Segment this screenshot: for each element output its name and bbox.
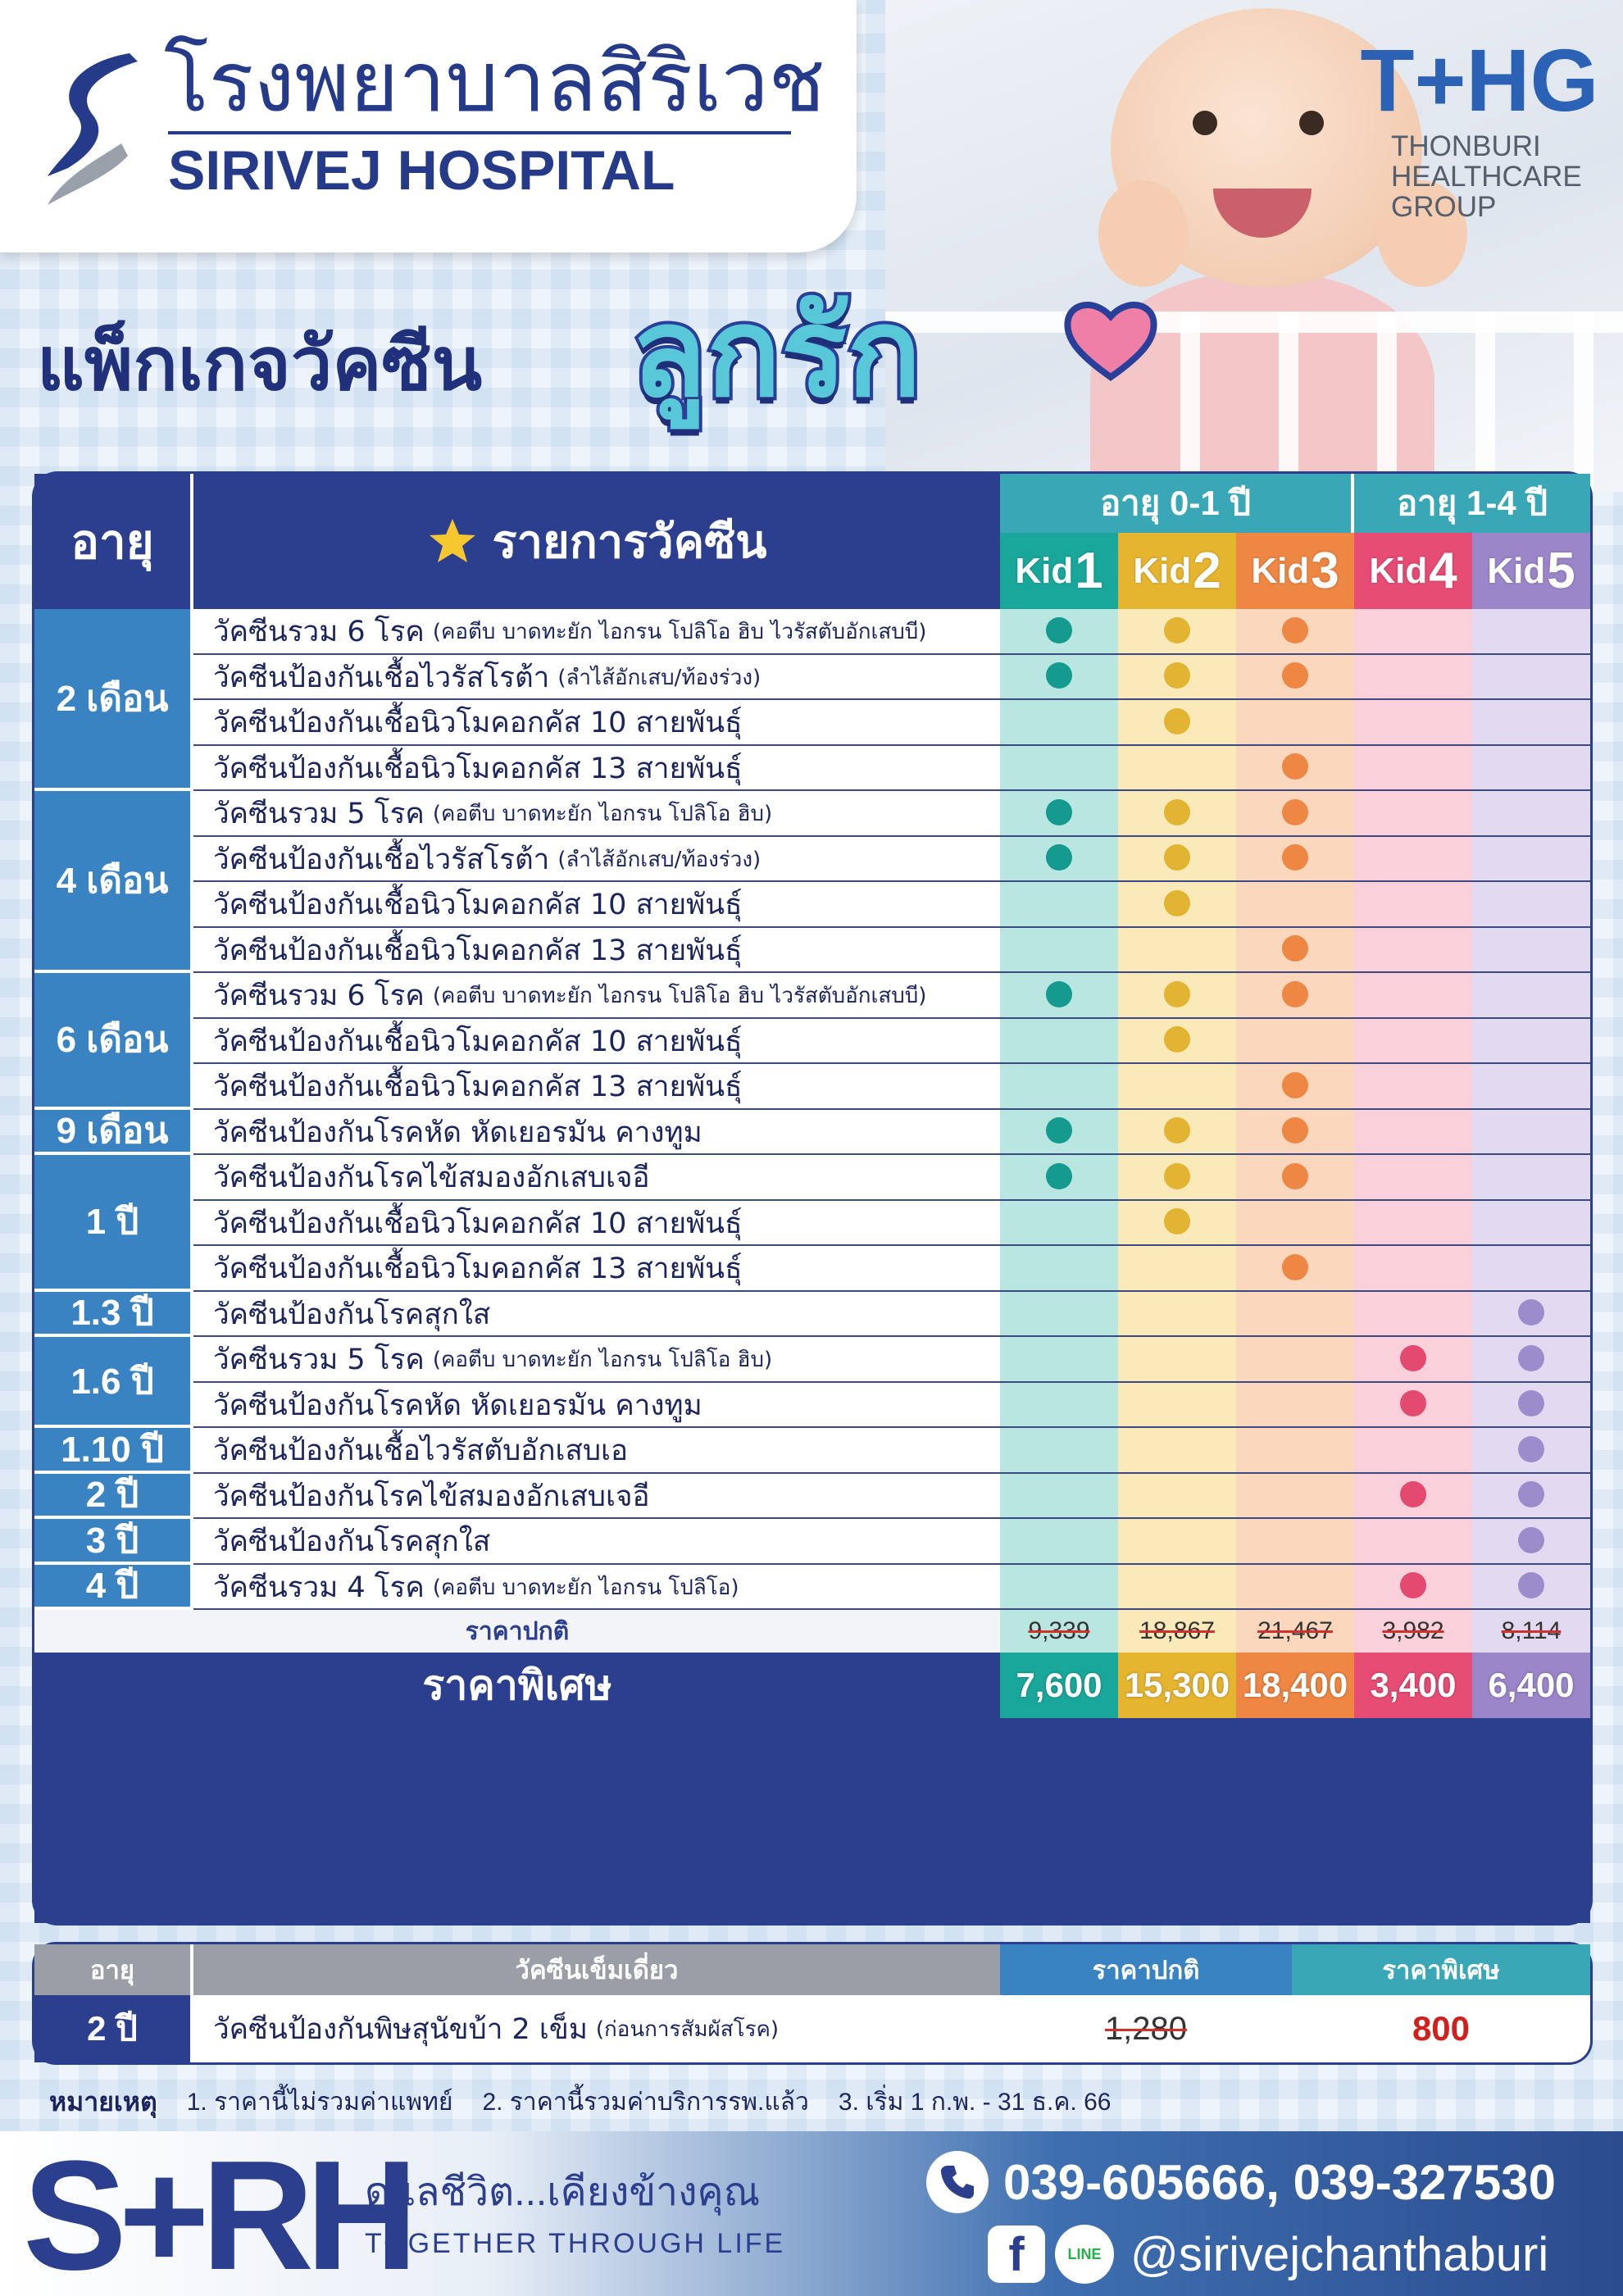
page-title: แพ็กเกจวัคซีน bbox=[37, 324, 483, 406]
kid-header-1 bbox=[1000, 533, 1118, 609]
vaccine-name-text: วัคซีนป้องกันเชื้อนิวโมคอกคัส 13 สายพันธุ์ bbox=[213, 1071, 743, 1104]
included-dot-kid3 bbox=[1282, 844, 1308, 871]
kid-label: Kid bbox=[1015, 550, 1074, 591]
single-regular-header: ราคาปกติ bbox=[1000, 1944, 1292, 1995]
included-dot-kid2 bbox=[1164, 1117, 1190, 1143]
age-column-header: อายุ bbox=[34, 474, 190, 609]
included-dot-kid2 bbox=[1164, 1163, 1190, 1189]
star-icon bbox=[427, 516, 478, 567]
sirivej-s-logo-icon bbox=[31, 45, 146, 209]
vaccine-name bbox=[213, 1110, 1000, 1156]
vaccine-name bbox=[213, 1064, 1000, 1110]
age-cell: 2 ปี bbox=[34, 1474, 190, 1520]
regular-price-kid4: 3,982 bbox=[1382, 1617, 1444, 1644]
vaccine-name bbox=[213, 1246, 1000, 1292]
vaccine-name-note: (คอตีบ บาดทะยัก ไอกรน โปลิโอ ฮิบ ไวรัสตับอักเสบบี) bbox=[432, 984, 927, 1009]
note-item: 2. ราคานี้รวมค่าบริการรพ.แล้ว bbox=[482, 2088, 809, 2116]
vaccine-name bbox=[213, 1565, 1000, 1611]
regular-price-kid1: 9,339 bbox=[1028, 1617, 1090, 1644]
vaccine-name-text: วัคซีนป้องกันเชื้อนิวโมคอกคัส 13 สายพันธุ์ bbox=[213, 752, 743, 785]
kid-number: 2 bbox=[1193, 543, 1221, 599]
included-dot-kid4 bbox=[1400, 1390, 1426, 1416]
single-vaccine bbox=[213, 1995, 1000, 2062]
vaccine-name-text: วัคซีนป้องกันเชื้อไวรัสโรต้า bbox=[213, 843, 550, 876]
notes-title: หมายเหตุ bbox=[49, 2086, 157, 2116]
line-icon[interactable]: LINE bbox=[1055, 2225, 1114, 2284]
tagline-english: TOGETHER THROUGH LIFE bbox=[365, 2228, 786, 2259]
hospital-name-thai: โรงพยาบาลสิริเวช bbox=[164, 35, 825, 129]
crib-rail bbox=[885, 311, 1623, 333]
vaccine-name-text: วัคซีนป้องกันโรคไข้สมองอักเสบเจอี bbox=[213, 1480, 650, 1513]
age-cell: 4 ปี bbox=[34, 1565, 190, 1611]
age-cell: 1.3 ปี bbox=[34, 1292, 190, 1338]
included-dot-kid1 bbox=[1046, 844, 1072, 871]
included-dot-kid2 bbox=[1164, 844, 1190, 871]
single-regular-price: 1,280 bbox=[1104, 2010, 1188, 2047]
note-item: 3. เริ่ม 1 ก.พ. - 31 ธ.ค. 66 bbox=[838, 2088, 1112, 2116]
included-dot-kid2 bbox=[1164, 617, 1190, 643]
heart-icon bbox=[1062, 295, 1160, 385]
vaccine-name bbox=[213, 1519, 1000, 1565]
kid-number: 3 bbox=[1311, 543, 1339, 599]
vaccine-name-note: (คอตีบ บาดทะยัก ไอกรน โปลิโอ ฮิบ ไวรัสตับอักเสบบี) bbox=[432, 620, 927, 645]
single-vaccine-name: วัคซีนป้องกันพิษสุนัขบ้า 2 เข็ม bbox=[213, 2012, 588, 2046]
included-dot-kid5 bbox=[1518, 1527, 1544, 1553]
social-handle[interactable]: @sirivejchanthaburi bbox=[1130, 2227, 1549, 2281]
vaccine-name bbox=[213, 1292, 1000, 1338]
vaccine-name bbox=[213, 973, 1000, 1019]
included-dot-kid4 bbox=[1400, 1345, 1426, 1371]
vaccine-name-text: วัคซีนป้องกันโรคไข้สมองอักเสบเจอี bbox=[213, 1162, 650, 1195]
vaccine-column-header bbox=[193, 474, 1000, 609]
vaccine-name bbox=[213, 609, 1000, 655]
vaccine-name-text: วัคซีนรวม 5 โรค bbox=[213, 1344, 425, 1377]
vaccine-name-text: วัคซีนป้องกันเชื้อนิวโมคอกคัส 10 สายพันธุ์ bbox=[213, 707, 743, 740]
regular-price-kid2: 18,867 bbox=[1139, 1617, 1215, 1644]
vaccine-name bbox=[213, 791, 1000, 837]
vaccine-name-text: วัคซีนป้องกันโรคหัด หัดเยอรมัน คางทูม bbox=[213, 1116, 702, 1149]
included-dot-kid2 bbox=[1164, 708, 1190, 734]
age-cell: 3 ปี bbox=[34, 1519, 190, 1565]
single-special-header: ราคาพิเศษ bbox=[1292, 1944, 1590, 1995]
single-special-price: 800 bbox=[1412, 2009, 1471, 2048]
vaccine-name bbox=[213, 1019, 1000, 1065]
special-price-kid2: 15,300 bbox=[1118, 1653, 1236, 1718]
vaccine-name-note: (คอตีบ บาดทะยัก ไอกรน โปลิโอ) bbox=[432, 1575, 739, 1600]
hospital-logo-card bbox=[0, 0, 857, 252]
vaccine-name-note: (คอตีบ บาดทะยัก ไอกรน โปลิโอ ฮิบ) bbox=[432, 1348, 773, 1373]
regular-price-kid3: 21,467 bbox=[1257, 1617, 1333, 1644]
tagline-thai: ดูแลชีวิต...เคียงข้างคุณ bbox=[365, 2171, 761, 2214]
facebook-icon[interactable]: f bbox=[988, 2226, 1045, 2283]
single-age: 2 ปี bbox=[34, 1995, 190, 2062]
phone-number[interactable]: 039-605666, 039-327530 bbox=[1003, 2154, 1556, 2210]
thg-line: THONBURI bbox=[1391, 130, 1541, 162]
vaccine-name-text: วัคซีนป้องกันเชื้อนิวโมคอกคัส 13 สายพันธุ์ bbox=[213, 1253, 743, 1286]
vaccine-name bbox=[213, 1383, 1000, 1429]
kid-label: Kid bbox=[1251, 550, 1310, 591]
vaccine-column-title: รายการวัคซีน bbox=[492, 516, 767, 567]
crib-bar bbox=[1475, 311, 1495, 492]
social-contact[interactable] bbox=[988, 2221, 1619, 2287]
vaccine-name-text: วัคซีนป้องกันโรคสุกใส bbox=[213, 1525, 491, 1559]
included-dot-kid1 bbox=[1046, 662, 1072, 689]
vaccine-name-text: วัคซีนรวม 6 โรค bbox=[213, 980, 425, 1013]
logo-divider bbox=[168, 131, 791, 134]
footer bbox=[0, 2131, 1623, 2296]
included-dot-kid2 bbox=[1164, 1208, 1190, 1234]
srh-logo-text: S+RH bbox=[23, 2129, 411, 2296]
included-dot-kid1 bbox=[1046, 1163, 1072, 1189]
vaccine-name-note: (คอตีบ บาดทะยัก ไอกรน โปลิโอ ฮิบ) bbox=[432, 802, 773, 827]
regular-price-kid5: 8,114 bbox=[1501, 1617, 1562, 1644]
special-price-kid4: 3,400 bbox=[1354, 1653, 1472, 1718]
crib-bar bbox=[1377, 311, 1397, 492]
vaccine-name-text: วัคซีนรวม 5 โรค bbox=[213, 798, 425, 831]
included-dot-kid5 bbox=[1518, 1572, 1544, 1598]
included-dot-kid3 bbox=[1282, 617, 1308, 643]
single-age-header: อายุ bbox=[34, 1944, 190, 1995]
included-dot-kid3 bbox=[1282, 1254, 1308, 1280]
age-cell: 9 เดือน bbox=[34, 1110, 190, 1156]
included-dot-kid4 bbox=[1400, 1572, 1426, 1598]
included-dot-kid3 bbox=[1282, 1117, 1308, 1143]
kid-label: Kid bbox=[1133, 550, 1192, 591]
vaccine-name-text: วัคซีนรวม 6 โรค bbox=[213, 616, 425, 649]
vaccine-name-text: วัคซีนป้องกันเชื้อนิวโมคอกคัส 10 สายพันธุ์ bbox=[213, 889, 743, 922]
vaccine-name-text: วัคซีนรวม 4 โรค bbox=[213, 1571, 425, 1604]
kid-header-5 bbox=[1472, 533, 1590, 609]
included-dot-kid1 bbox=[1046, 617, 1072, 643]
included-dot-kid2 bbox=[1164, 1026, 1190, 1053]
age-cell: 6 เดือน bbox=[34, 973, 190, 1110]
age-cell: 4 เดือน bbox=[34, 791, 190, 973]
vaccine-name bbox=[213, 1474, 1000, 1520]
included-dot-kid5 bbox=[1518, 1481, 1544, 1507]
kid-number: 4 bbox=[1429, 543, 1457, 599]
included-dot-kid2 bbox=[1164, 662, 1190, 689]
age-cell: 1 ปี bbox=[34, 1155, 190, 1292]
special-price-kid1: 7,600 bbox=[1000, 1653, 1118, 1718]
phone-contact[interactable] bbox=[926, 2149, 1615, 2215]
age-cell: 1.10 ปี bbox=[34, 1428, 190, 1474]
included-dot-kid2 bbox=[1164, 981, 1190, 1007]
included-dot-kid1 bbox=[1046, 799, 1072, 825]
thg-line: GROUP bbox=[1391, 191, 1497, 223]
vaccine-name bbox=[213, 1337, 1000, 1383]
kid-number: 1 bbox=[1075, 543, 1103, 599]
vaccine-name-note: (ลำไส้อักเสบ/ท้องร่วง) bbox=[557, 665, 761, 690]
vaccine-name-text: วัคซีนป้องกันโรคหัด หัดเยอรมัน คางทูม bbox=[213, 1389, 702, 1422]
vaccine-name-text: วัคซีนป้องกันเชื้อนิวโมคอกคัส 13 สายพันธุ์ bbox=[213, 934, 743, 967]
age-cell: 1.6 ปี bbox=[34, 1337, 190, 1428]
vaccine-name bbox=[213, 655, 1000, 701]
thg-group-name bbox=[1391, 131, 1604, 222]
vaccine-name-text: วัคซีนป้องกันเชื้อนิวโมคอกคัส 10 สายพันธุ์ bbox=[213, 1207, 743, 1240]
included-dot-kid3 bbox=[1282, 935, 1308, 962]
srh-logo-icon bbox=[23, 2129, 411, 2296]
included-dot-kid5 bbox=[1518, 1436, 1544, 1462]
vaccine-name bbox=[213, 837, 1000, 883]
special-price-label: ราคาพิเศษ bbox=[422, 1662, 612, 1708]
vaccine-name-text: วัคซีนป้องกันเชื้อไวรัสโรต้า bbox=[213, 661, 550, 694]
age-group-header-1-4: อายุ 1-4 ปี bbox=[1354, 474, 1590, 533]
baby-eye-left bbox=[1193, 111, 1217, 135]
thg-logo-text: T+HG bbox=[1360, 30, 1599, 130]
hospital-name-english: SIRIVEJ HOSPITAL bbox=[168, 139, 675, 202]
age-cell: 2 เดือน bbox=[34, 609, 190, 791]
included-dot-kid3 bbox=[1282, 1163, 1308, 1189]
vaccine-name bbox=[213, 1428, 1000, 1474]
crib-bar bbox=[1279, 311, 1298, 492]
crib-bar bbox=[1180, 311, 1200, 492]
vaccine-name-text: วัคซีนป้องกันโรคสุกใส bbox=[213, 1298, 491, 1331]
regular-price-label: ราคาปกติ bbox=[34, 1610, 1000, 1653]
vaccine-name bbox=[213, 1155, 1000, 1201]
crib-bar bbox=[1574, 311, 1593, 492]
included-dot-kid5 bbox=[1518, 1345, 1544, 1371]
included-dot-kid2 bbox=[1164, 890, 1190, 916]
included-dot-kid5 bbox=[1518, 1390, 1544, 1416]
kid-label: Kid bbox=[1487, 550, 1546, 591]
vaccine-name-text: วัคซีนป้องกันเชื้อนิวโมคอกคัส 10 สายพันธุ์ bbox=[213, 1025, 743, 1058]
vaccine-name bbox=[213, 882, 1000, 928]
vaccine-name bbox=[213, 746, 1000, 792]
vaccine-name bbox=[213, 700, 1000, 746]
included-dot-kid3 bbox=[1282, 662, 1308, 689]
included-dot-kid2 bbox=[1164, 799, 1190, 825]
included-dot-kid3 bbox=[1282, 1072, 1308, 1098]
kid-header-3 bbox=[1236, 533, 1354, 609]
notes-bar bbox=[49, 2082, 1590, 2121]
thg-logo-icon bbox=[1357, 30, 1603, 130]
included-dot-kid4 bbox=[1400, 1481, 1426, 1507]
single-vaccine-header: วัคซีนเข็มเดี่ยว bbox=[193, 1944, 1000, 1995]
baby-eye-right bbox=[1299, 111, 1324, 135]
kid-header-2 bbox=[1118, 533, 1236, 609]
page-title-accent: ลูกรัก bbox=[631, 284, 922, 421]
special-price-kid3: 18,400 bbox=[1236, 1653, 1354, 1718]
special-price-kid5: 6,400 bbox=[1472, 1653, 1590, 1718]
kid-header-4 bbox=[1354, 533, 1472, 609]
vaccine-name bbox=[213, 1201, 1000, 1247]
included-dot-kid3 bbox=[1282, 753, 1308, 780]
included-dot-kid5 bbox=[1518, 1299, 1544, 1325]
vaccine-name-note: (ลำไส้อักเสบ/ท้องร่วง) bbox=[557, 847, 761, 872]
age-group-header-0-1: อายุ 0-1 ปี bbox=[1000, 474, 1351, 533]
baby-hand-left bbox=[1098, 180, 1189, 287]
single-dose-table bbox=[34, 1944, 1590, 2062]
included-dot-kid1 bbox=[1046, 1117, 1072, 1143]
kid-number: 5 bbox=[1547, 543, 1575, 599]
note-item: 1. ราคานี้ไม่รวมค่าแพทย์ bbox=[186, 2088, 453, 2116]
vaccine-name-text: วัคซีนป้องกันเชื้อไวรัสตับอักเสบเอ bbox=[213, 1434, 629, 1468]
vaccine-package-table bbox=[34, 474, 1590, 1923]
single-vaccine-note: (ก่อนการสัมผัสโรค) bbox=[595, 2016, 780, 2042]
kid-label: Kid bbox=[1369, 550, 1428, 591]
vaccine-name bbox=[213, 928, 1000, 974]
phone-icon bbox=[926, 2151, 989, 2213]
thg-line: HEALTHCARE bbox=[1391, 161, 1582, 193]
included-dot-kid3 bbox=[1282, 981, 1308, 1007]
included-dot-kid3 bbox=[1282, 799, 1308, 825]
included-dot-kid1 bbox=[1046, 981, 1072, 1007]
